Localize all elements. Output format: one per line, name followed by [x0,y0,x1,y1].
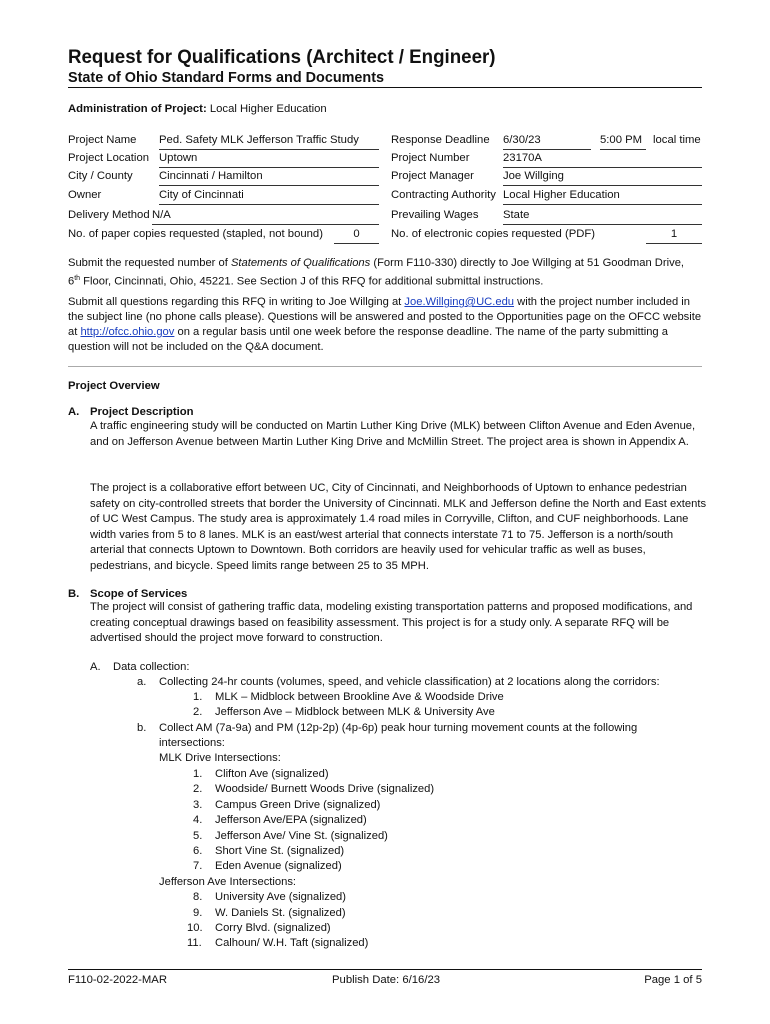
contracting-authority-value: Local Higher Education [503,189,702,205]
prevailing-wages-label: Prevailing Wages [391,209,479,221]
administration-value: Local Higher Education [209,103,327,115]
submit-floor-num: 6 [68,275,75,288]
list-item-num: 11. [187,937,202,949]
submit-instructions [68,256,708,290]
document-title: Request for Qualifications (Architect / Engineer) [68,46,496,68]
list-item-num: 7. [193,860,203,872]
paper-copies-value: 0 [334,228,379,244]
list-item-num: 4. [193,814,203,826]
title-divider [68,87,702,88]
contact-email-link[interactable]: Joe.Willging@UC.edu [404,296,515,308]
list-item-text: Woodside/ Burnett Woods Drive (signalized) [215,783,435,795]
list-item-text: W. Daniels St. (signalized) [215,907,346,919]
section-divider [68,366,702,367]
list-item-text: University Ave (signalized) [215,891,346,903]
submit-form-name: Statements of Qualifications [230,257,371,269]
electronic-copies-label: No. of electronic copies requested (PDF) [391,228,596,240]
administration-row [68,103,327,115]
list-item-num: 2. [193,706,203,718]
submit-text-2: (Form F110-330) directly to Joe Willging at 51 Goodman Drive, [370,257,685,269]
project-name-value: Ped. Safety MLK Jefferson Traffic Study [159,134,379,150]
list-item-text: Campus Green Drive (signalized) [215,799,381,811]
scope-of-services-para: The project will consist of gathering traffic data, modeling existing transportation patterns and proposed modifications, and creating conceptual drawings based on feasibility assessment. This project is for a study only. A separate RFQ will be advertised should the project move forward to construction. [90,601,693,644]
list-item-num: 1. [193,768,203,780]
list-item-num: 1. [193,691,203,703]
document-subtitle: State of Ohio Standard Forms and Documents [68,69,385,86]
project-number-value: 23170A [503,152,702,168]
project-location-label: Project Location [68,152,150,164]
jefferson-intersections-heading: Jefferson Ave Intersections: [159,876,297,888]
list-item-text: Jefferson Ave – Midblock between MLK & University Ave [215,706,495,718]
city-county-label: City / County [68,170,133,182]
list-item-text: Short Vine St. (signalized) [215,845,345,857]
questions-instructions [68,295,706,355]
footer-divider [68,969,702,970]
response-deadline-date: 6/30/23 [503,134,591,150]
list-item-num: 6. [193,845,203,857]
submit-text-3: Floor, Cincinnati, Ohio, 45221. See Section J of this RFQ for additional submittal instructions. [80,275,544,288]
list-item-num: 9. [193,907,203,919]
item-b-letter: b. [137,722,147,734]
prevailing-wages-value: State [503,209,702,225]
document-page [68,0,707,1024]
list-item-num: 8. [193,891,203,903]
delivery-method-label: Delivery Method [68,209,150,221]
response-deadline-time: 5:00 PM [600,134,646,150]
city-county-value: Cincinnati / Hamilton [159,170,379,186]
project-manager-label: Project Manager [391,170,474,182]
section-b-letter: B. [68,588,80,600]
item-b-text-1: Collect AM (7a-9a) and PM (12p-2p) (4p-6p) peak hour turning movement counts at the following [159,722,638,734]
response-deadline-suffix: local time [653,134,701,146]
owner-label: Owner [68,189,102,201]
response-deadline-label: Response Deadline [391,134,490,146]
project-manager-value: Joe Willging [503,170,702,186]
list-item-text: MLK – Midblock between Brookline Ave & Woodside Drive [215,691,504,703]
administration-label: Administration of Project: [68,103,207,115]
list-item-text: Calhoun/ W.H. Taft (signalized) [215,937,369,949]
item-a-text: Collecting 24-hr counts (volumes, speed, and vehicle classification) at 2 locations along the corridors: [159,676,660,688]
ofcc-website-link[interactable]: http://ofcc.ohio.gov [80,326,175,338]
owner-value: City of Cincinnati [159,189,379,205]
section-b-heading: Scope of Services [90,588,188,600]
mlk-intersections-heading: MLK Drive Intersections: [159,752,281,764]
list-item-num: 5. [193,830,203,842]
project-description-para-1: A traffic engineering study will be conducted on Martin Luther King Drive (MLK) between Clifton Avenue and Eden Avenue, and on Jefferson Avenue between Martin Luther King Drive and McMillin Street. The project area is shown in Appendix A. [90,420,696,448]
project-location-value: Uptown [159,152,379,168]
list-item-text: Jefferson Ave/ Vine St. (signalized) [215,830,388,842]
questions-text-3: on a regular basis until one week before the response deadline. The name of the party submitting a question will not be included on the Q&A document. [68,326,668,353]
questions-text-2: with the project number included in the subject line (no phone calls please). Questions will be answered and posted to the Opportunities page on the OFCC website at [68,296,702,338]
section-a-letter: A. [68,406,80,418]
paper-copies-label: No. of paper copies requested (stapled, not bound) [68,228,323,240]
section-a-heading: Project Description [90,406,194,418]
submit-text-1: Submit the requested number of [68,257,231,269]
list-item-text: Clifton Ave (signalized) [215,768,329,780]
project-description-para-2: The project is a collaborative effort between UC, City of Cincinnati, and Neighborhoods of Uptown to enhance pedestrian safety on city-controlled streets that border the University of Cincinnati. MLK and Jefferson define the North and East extents of UC West Campus. The study area is approximately 1.4 road miles in Corryville, Clifton, and CUF neighborhoods. Lane width varies from 5 to 8 lanes. MLK is an east/west arterial that connects interstate 71 to 75. Jefferson is a north/south arterial that connects Uptown to Downtown. Both corridors are heavily used for vehicular traffic as well as buses, pedestrians, and bicycle. Speed limits range between 25 to 35 MPH. [90,482,707,572]
contracting-authority-label: Contracting Authority [391,189,496,201]
list-item-num: 3. [193,799,203,811]
form-id: F110-02-2022-MAR [68,974,167,986]
data-collection-letter: A. [90,661,101,673]
overview-heading: Project Overview [68,380,160,392]
electronic-copies-value: 1 [646,228,702,244]
submit-floor-suffix: th [74,275,81,282]
item-b-text-2: intersections: [159,737,225,749]
project-number-label: Project Number [391,152,470,164]
item-a-letter: a. [137,676,147,688]
questions-text-1: Submit all questions regarding this RFQ in writing to Joe Willging at [68,296,405,308]
publish-date: Publish Date: 6/16/23 [332,974,441,986]
data-collection-title: Data collection: [113,661,190,673]
list-item-text: Eden Avenue (signalized) [215,860,342,872]
project-name-label: Project Name [68,134,137,146]
list-item-text: Corry Blvd. (signalized) [215,922,331,934]
list-item-text: Jefferson Ave/EPA (signalized) [215,814,367,826]
list-item-num: 2. [193,783,203,795]
delivery-method-value: N/A [152,209,379,225]
list-item-num: 10. [187,922,203,934]
page-number: Page 1 of 5 [644,974,702,986]
